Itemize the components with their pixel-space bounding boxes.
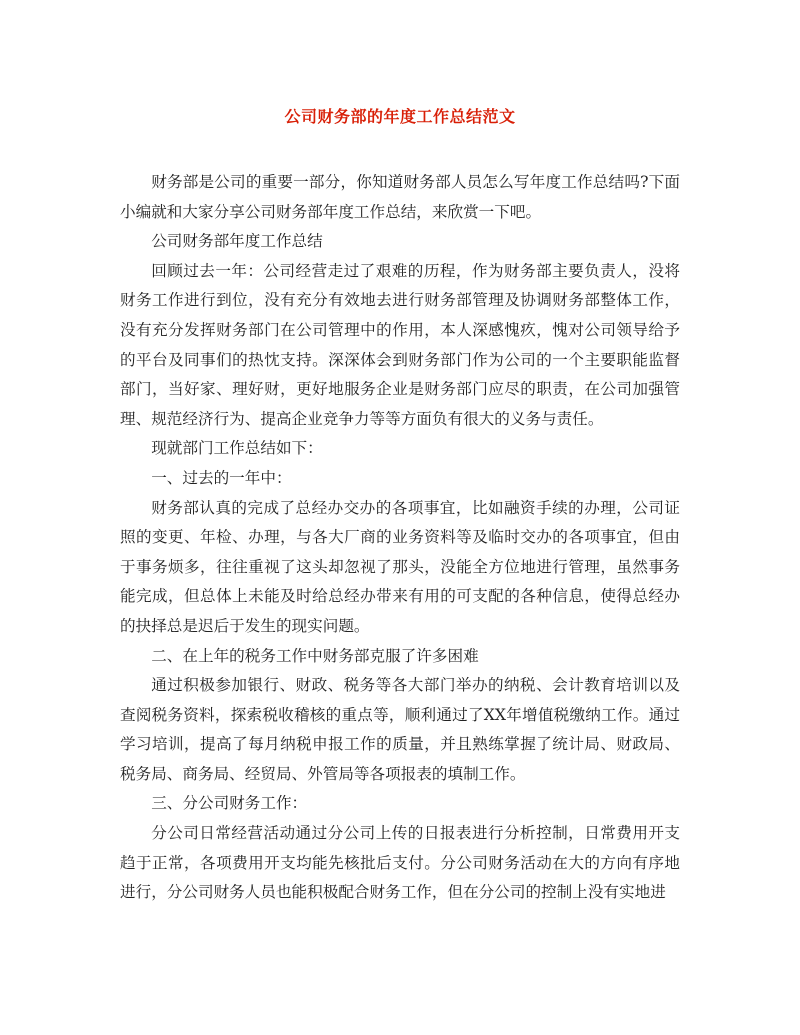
section-heading-1: 一、过去的一年中： — [151, 468, 292, 487]
section-heading-2: 二、在上年的税务工作中财务部克服了许多困难 — [151, 646, 479, 665]
paragraph-intro: 财务部是公司的重要一部分，你知道财务部人员怎么写年度工作总结吗?下面小编就和大家分享公司财务部年度工作总结，来欣赏一下吧。 — [120, 173, 680, 221]
paragraph-section-3: 分公司日常经营活动通过分公司上传的日报表进行分析控制，日常费用开支趋于正常，各项费用开支均能先核批后支付。分公司财务活动在大的方向有序地进行，分公司财务人员也能积极配合财务工作，但在分公司的控制上没有实地进 — [120, 824, 680, 902]
paragraph-section-2: 通过积极参加银行、财政、税务等各大部门举办的纳税、会计教育培训以及查阅税务资料，探索税收稽核的重点等，顺利通过了XX年增值税缴纳工作。通过学习培训，提高了每月纳税申报工作的质量，并且熟练掌握了统计局、财政局、税务局、商务局、经贸局、外管局等各项报表的填制工作。 — [120, 676, 680, 783]
section-heading-3: 三、分公司财务工作： — [151, 794, 308, 813]
document-body — [120, 168, 680, 908]
paragraph-section-1: 财务部认真的完成了总经办交办的各项事宜，比如融资手续的办理，公司证照的变更、年检、办理，与各大厂商的业务资料等及临时交办的各项事宜，但由于事务烦多，往往重视了这头却忽视了那头，没能全方位地进行管理，虽然事务能完成，但总体上未能及时给总经办带来有用的可支配的各种信息，使得总经办的抉择总是迟后于发生的现实问题。 — [120, 498, 680, 635]
paragraph-review: 回顾过去一年：公司经营走过了艰难的历程，作为财务部主要负责人，没将财务工作进行到位，没有充分有效地去进行财务部管理及协调财务部整体工作，没有充分发挥财务部门在公司管理中的作用，本人深感愧疚，愧对公司领导给予的平台及同事们的热忱支持。深深体会到财务部门作为公司的一个主要职能监督部门，当好家、理好财，更好地服务企业是财务部门应尽的职责，在公司加强管理、规范经济行为、提高企业竞争力等等方面负有很大的义务与责任。 — [120, 261, 680, 428]
document-title: 公司财务部的年度工作总结范文 — [284, 107, 516, 126]
paragraph-subtitle: 公司财务部年度工作总结 — [151, 232, 323, 251]
paragraph-summary-lead: 现就部门工作总结如下： — [151, 439, 323, 458]
